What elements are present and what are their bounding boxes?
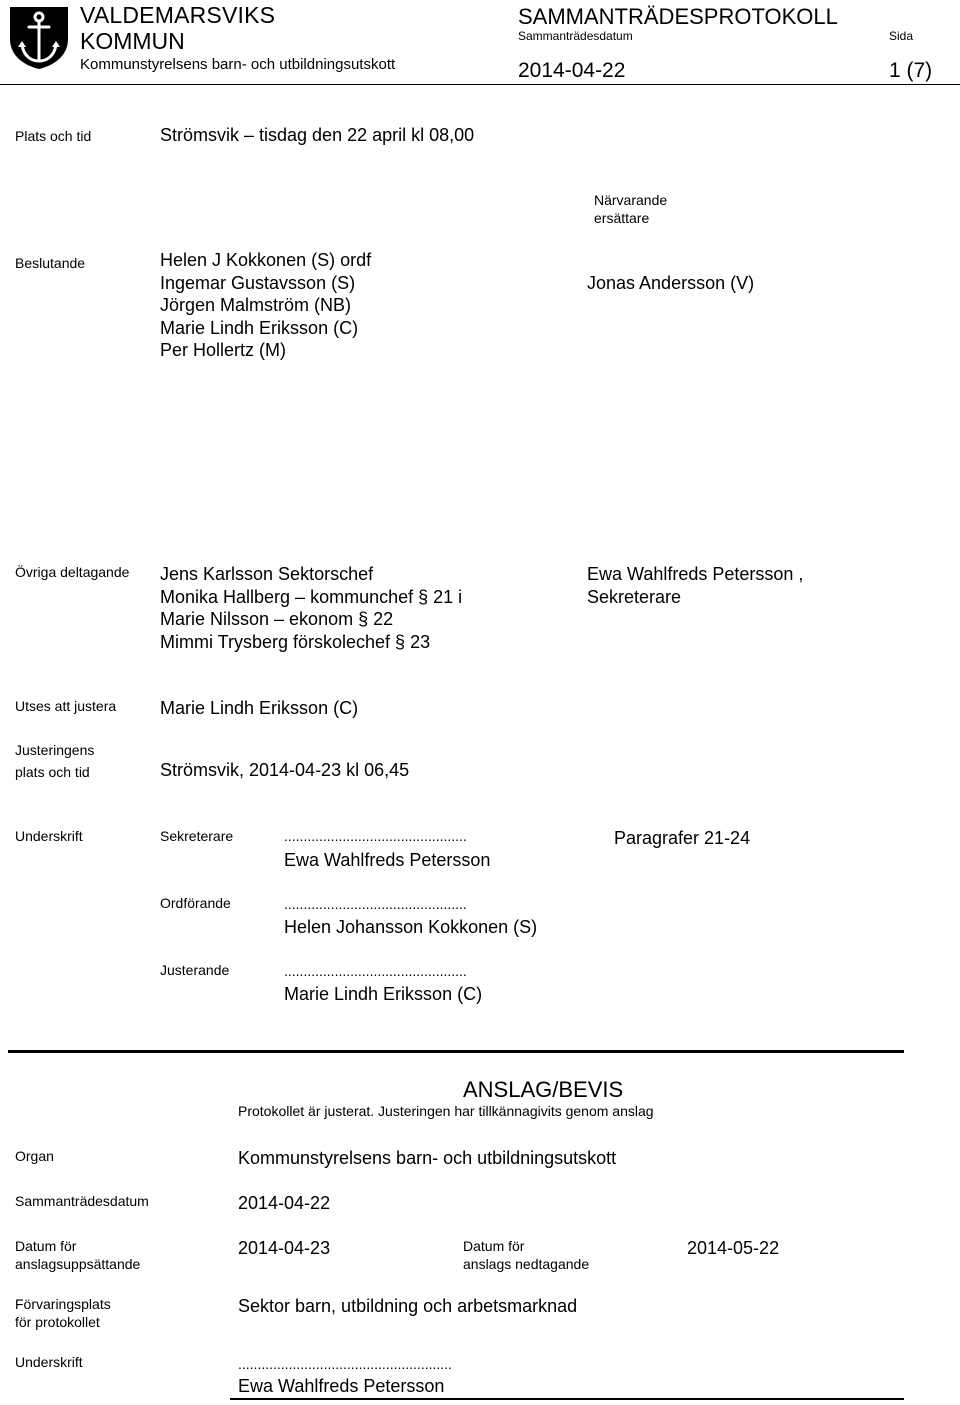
other-participant: Monika Hallberg – kommunchef § 21 i xyxy=(160,586,463,607)
signature-name-adjuster: Marie Lindh Eriksson (C) xyxy=(284,984,483,1004)
adjust-place-value: Strömsvik, 2014-04-23 kl 06,45 xyxy=(160,760,410,780)
meeting-date-label: Sammanträdesdatum xyxy=(15,1193,149,1209)
others-list xyxy=(160,563,462,653)
org-name-line3: Kommunstyrelsens barn- och utbildningsutskott xyxy=(80,56,396,73)
notice-title: ANSLAG/BEVIS xyxy=(463,1077,624,1102)
header-date: 2014-04-22 xyxy=(518,59,626,82)
org-name-line2: KOMMUN xyxy=(80,28,185,54)
signature-dots: ............................................... xyxy=(284,963,467,979)
storage-label-1: Förvaringsplats xyxy=(15,1296,111,1312)
header-divider xyxy=(0,84,960,85)
header-date-label: Sammanträdesdatum xyxy=(518,29,633,43)
notice-signature-label: Underskrift xyxy=(15,1354,83,1370)
place-time-value: Strömsvik – tisdag den 22 april kl 08,00 xyxy=(160,125,475,145)
adjust-place-label-1: Justeringens xyxy=(15,742,95,758)
deciding-member: Jörgen Malmström (NB) xyxy=(160,295,352,315)
removal-date-value: 2014-05-22 xyxy=(687,1238,780,1258)
storage-label-2: för protokollet xyxy=(15,1314,100,1330)
adjust-label: Utses att justera xyxy=(15,698,117,714)
notice-signature-name: Ewa Wahlfreds Petersson xyxy=(238,1376,445,1396)
signature-dots: ............................................... xyxy=(284,828,467,844)
notice-divider-top xyxy=(8,1050,904,1053)
secretary-block xyxy=(587,563,803,608)
notice-divider-bottom xyxy=(230,1398,904,1400)
signature-role-secretary: Sekreterare xyxy=(160,828,234,844)
place-time-label: Plats och tid xyxy=(15,128,92,144)
header-page-number: 1 (7) xyxy=(889,59,933,82)
deciding-member: Ingemar Gustavsson (S) xyxy=(160,272,356,293)
signature-dots: ............................................... xyxy=(284,896,467,912)
deciding-member: Helen J Kokkonen (S) ordf xyxy=(160,250,372,270)
deciding-member: Per Hollertz (M) xyxy=(160,340,287,360)
posting-date-label-2: anslagsuppsättande xyxy=(15,1256,141,1272)
deciding-label: Beslutande xyxy=(15,255,86,271)
other-participant: Marie Nilsson – ekonom § 22 xyxy=(160,609,394,629)
other-participant: Jens Karlsson Sektorschef xyxy=(160,564,374,584)
posting-date-value: 2014-04-23 xyxy=(238,1238,331,1258)
others-label: Övriga deltagande xyxy=(15,564,130,580)
paragraphs-range: Paragrafer 21-24 xyxy=(614,828,751,848)
secretary-title: Sekreterare xyxy=(587,586,682,607)
organ-label: Organ xyxy=(15,1148,54,1164)
notice-signature-dots: ....................................................... xyxy=(238,1356,452,1372)
signature-name-chair: Helen Johansson Kokkonen (S) xyxy=(284,917,538,937)
deciding-members-list xyxy=(160,249,371,362)
other-participant: Mimmi Trysberg förskolechef § 23 xyxy=(160,631,431,652)
signature-label: Underskrift xyxy=(15,828,83,844)
deciding-member: Marie Lindh Eriksson (C) xyxy=(160,317,359,338)
signature-role-chair: Ordförande xyxy=(160,895,231,911)
adjust-place-label-2: plats och tid xyxy=(15,764,90,780)
document-title: SAMMANTRÄDESPROTOKOLL xyxy=(518,4,838,29)
org-name-line1: VALDEMARSVIKS xyxy=(80,2,276,28)
adjust-value: Marie Lindh Eriksson (C) xyxy=(160,698,359,718)
removal-date-label-1: Datum för xyxy=(463,1238,525,1254)
signature-name-secretary: Ewa Wahlfreds Petersson xyxy=(284,850,491,870)
storage-value: Sektor barn, utbildning och arbetsmarknad xyxy=(238,1296,578,1316)
meeting-date-value: 2014-04-22 xyxy=(238,1193,331,1213)
substitute-member: Jonas Andersson (V) xyxy=(587,273,755,293)
signature-role-adjuster: Justerande xyxy=(160,962,230,978)
substitutes-heading-1: Närvarande xyxy=(594,192,668,208)
removal-date-label-2: anslags nedtagande xyxy=(463,1256,590,1272)
header-page-label: Sida xyxy=(889,29,914,43)
organ-value: Kommunstyrelsens barn- och utbildningsutskott xyxy=(238,1148,617,1168)
posting-date-label-1: Datum för xyxy=(15,1238,77,1254)
notice-subtitle: Protokollet är justerat. Justeringen har tillkännagivits genom anslag xyxy=(238,1103,654,1119)
secretary-name: Ewa Wahlfreds Petersson , xyxy=(587,564,804,584)
municipality-crest-icon xyxy=(8,5,70,71)
substitutes-heading-2: ersättare xyxy=(594,210,650,226)
